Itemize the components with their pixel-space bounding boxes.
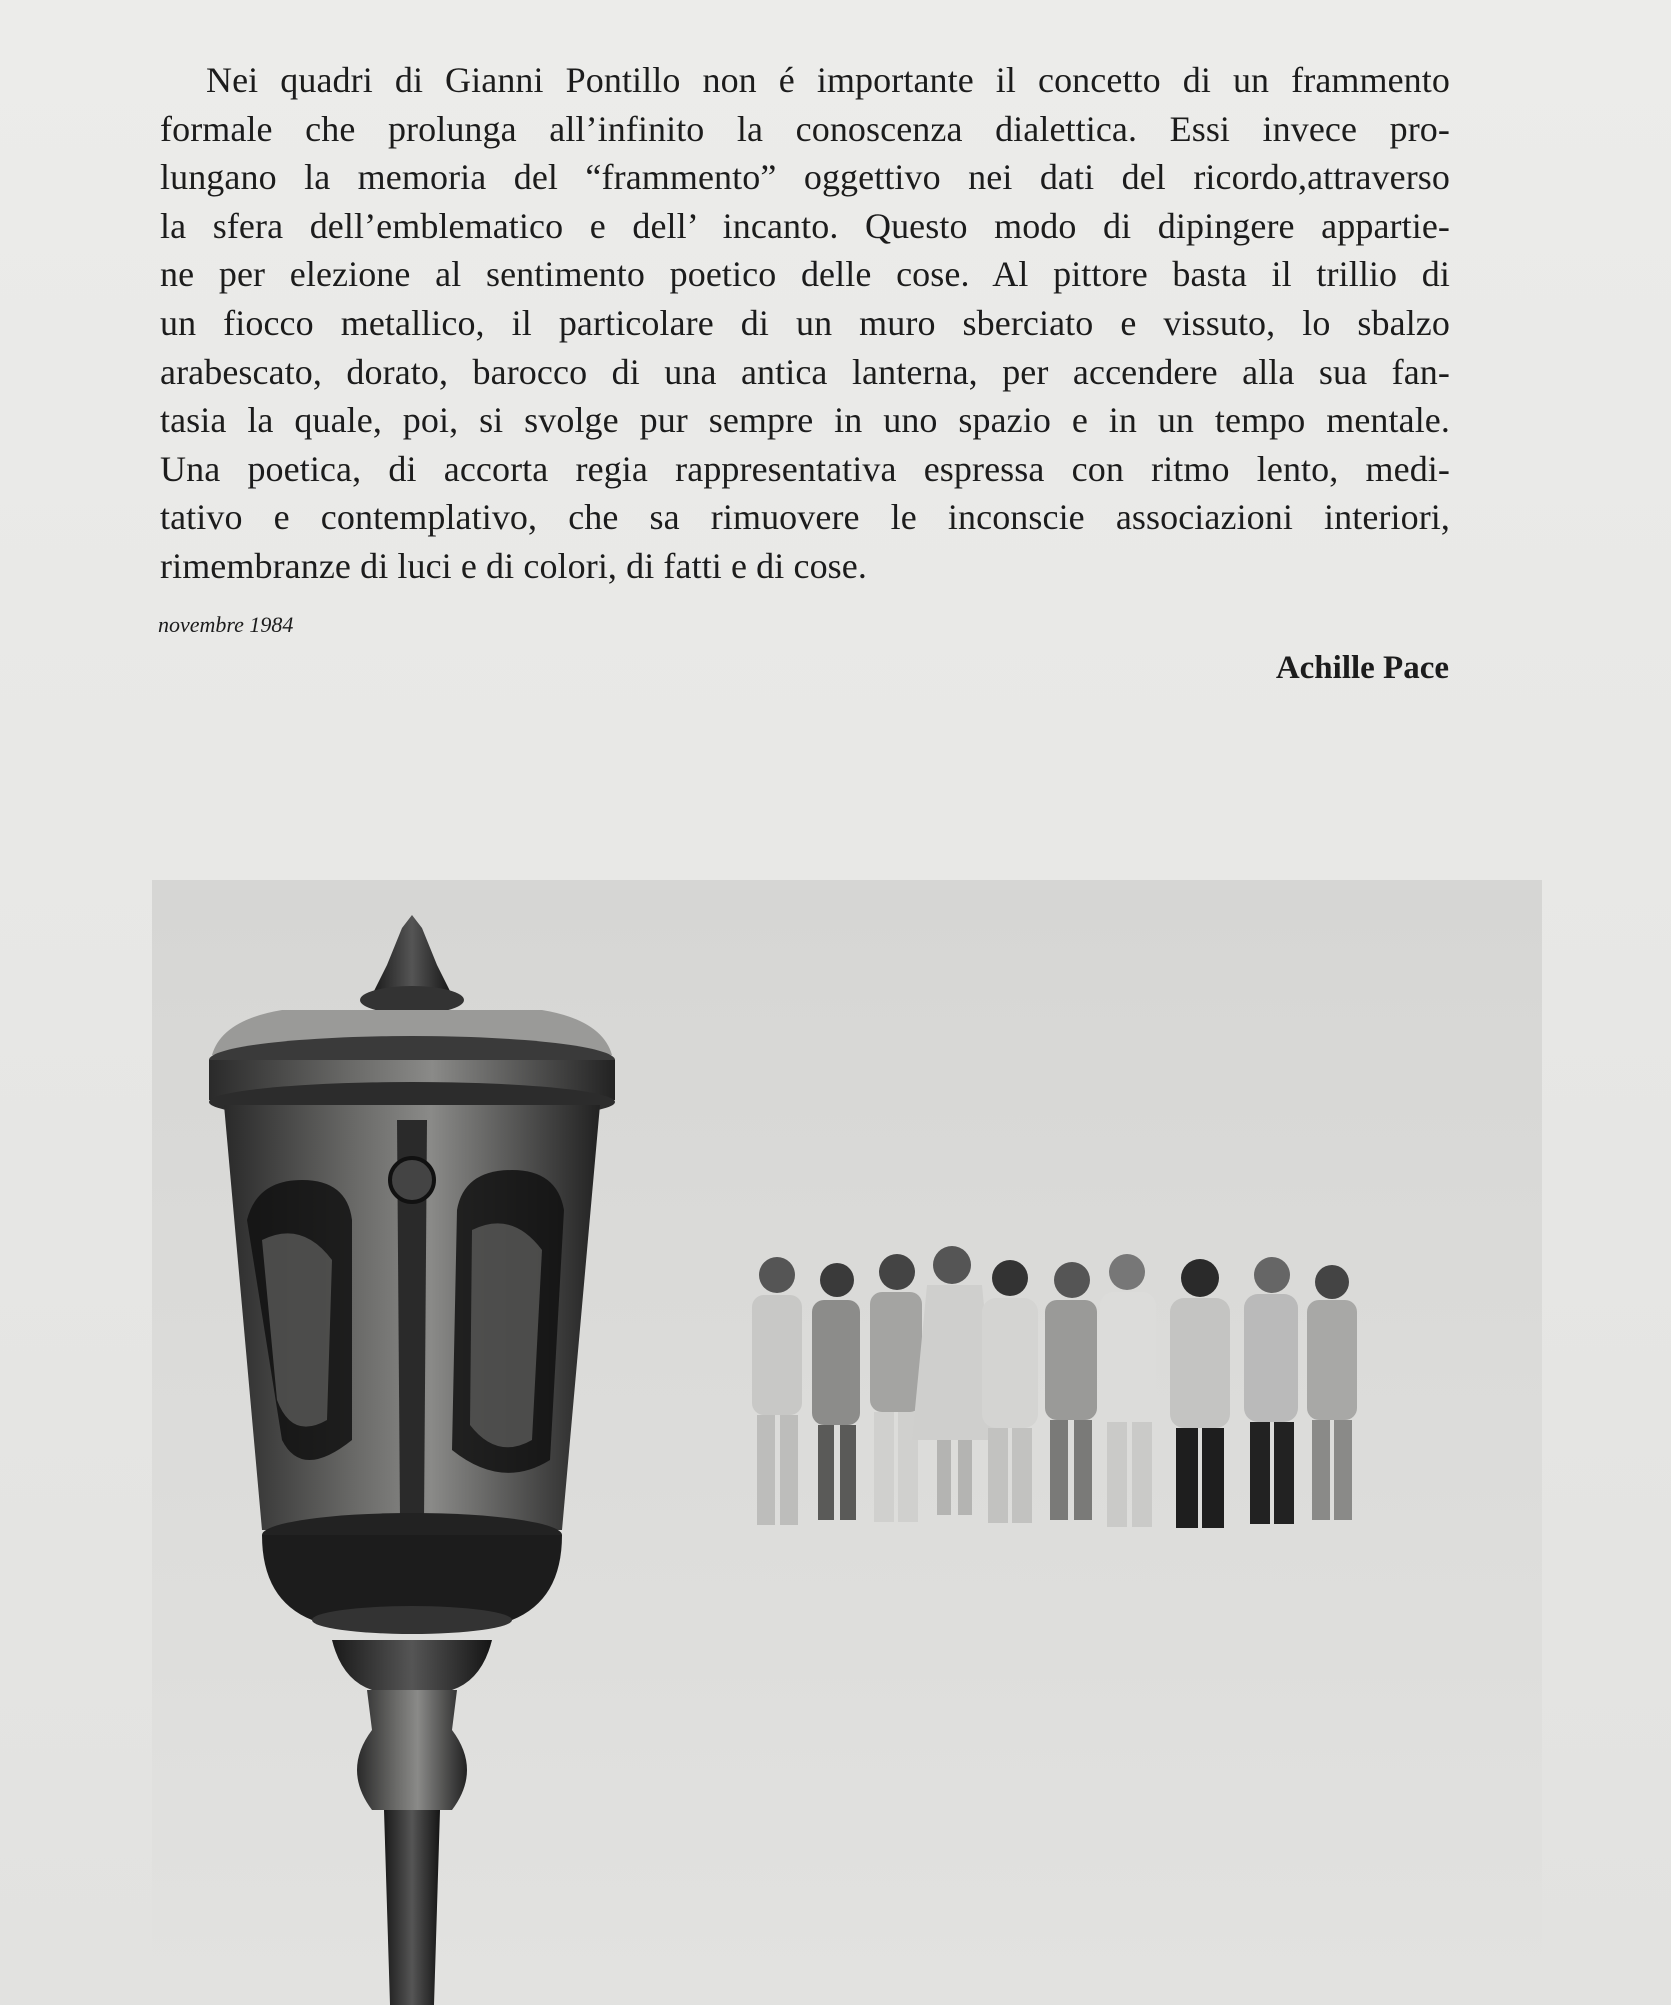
essay-line: Una poetica, di accorta regia rappresentativa espressa con ritmo lento, medi- (160, 448, 1450, 489)
essay-line: formale che prolunga all’infinito la conoscenza dialettica. Essi invece pro- (160, 108, 1450, 149)
essay-line: tativo e contemplativo, che sa rimuovere le inconscie associazioni interiori, (160, 497, 1450, 538)
artwork-plate (152, 880, 1542, 2005)
artwork-image (152, 880, 1542, 2005)
essay-date: novembre 1984 (158, 612, 294, 637)
essay-line: un fiocco metallico, il particolare di un muro sberciato e vissuto, lo sbalzo (160, 302, 1450, 343)
essay-line: la sfera dell’emblematico e dell’ incanto. Questo modo di dipingere appartie- (160, 205, 1450, 246)
essay-line: tasia la quale, poi, si svolge pur sempre in uno spazio e in un tempo mentale. (160, 400, 1450, 441)
essay-text (160, 56, 1450, 591)
essay-line: rimembranze di luci e di colori, di fatti e di cose. (160, 545, 867, 586)
essay-line: ne per elezione al sentimento poetico delle cose. Al pittore basta il trillio di (160, 254, 1450, 295)
essay-author: Achille Pace (1275, 650, 1449, 686)
essay-line: lungano la memoria del “frammento” oggettivo nei dati del ricordo,attraverso (160, 157, 1450, 198)
essay-line: arabescato, dorato, barocco di una antica lanterna, per accendere alla sua fan- (160, 351, 1450, 392)
essay-line: Nei quadri di Gianni Pontillo non é importante il concetto di un frammento (206, 60, 1450, 100)
